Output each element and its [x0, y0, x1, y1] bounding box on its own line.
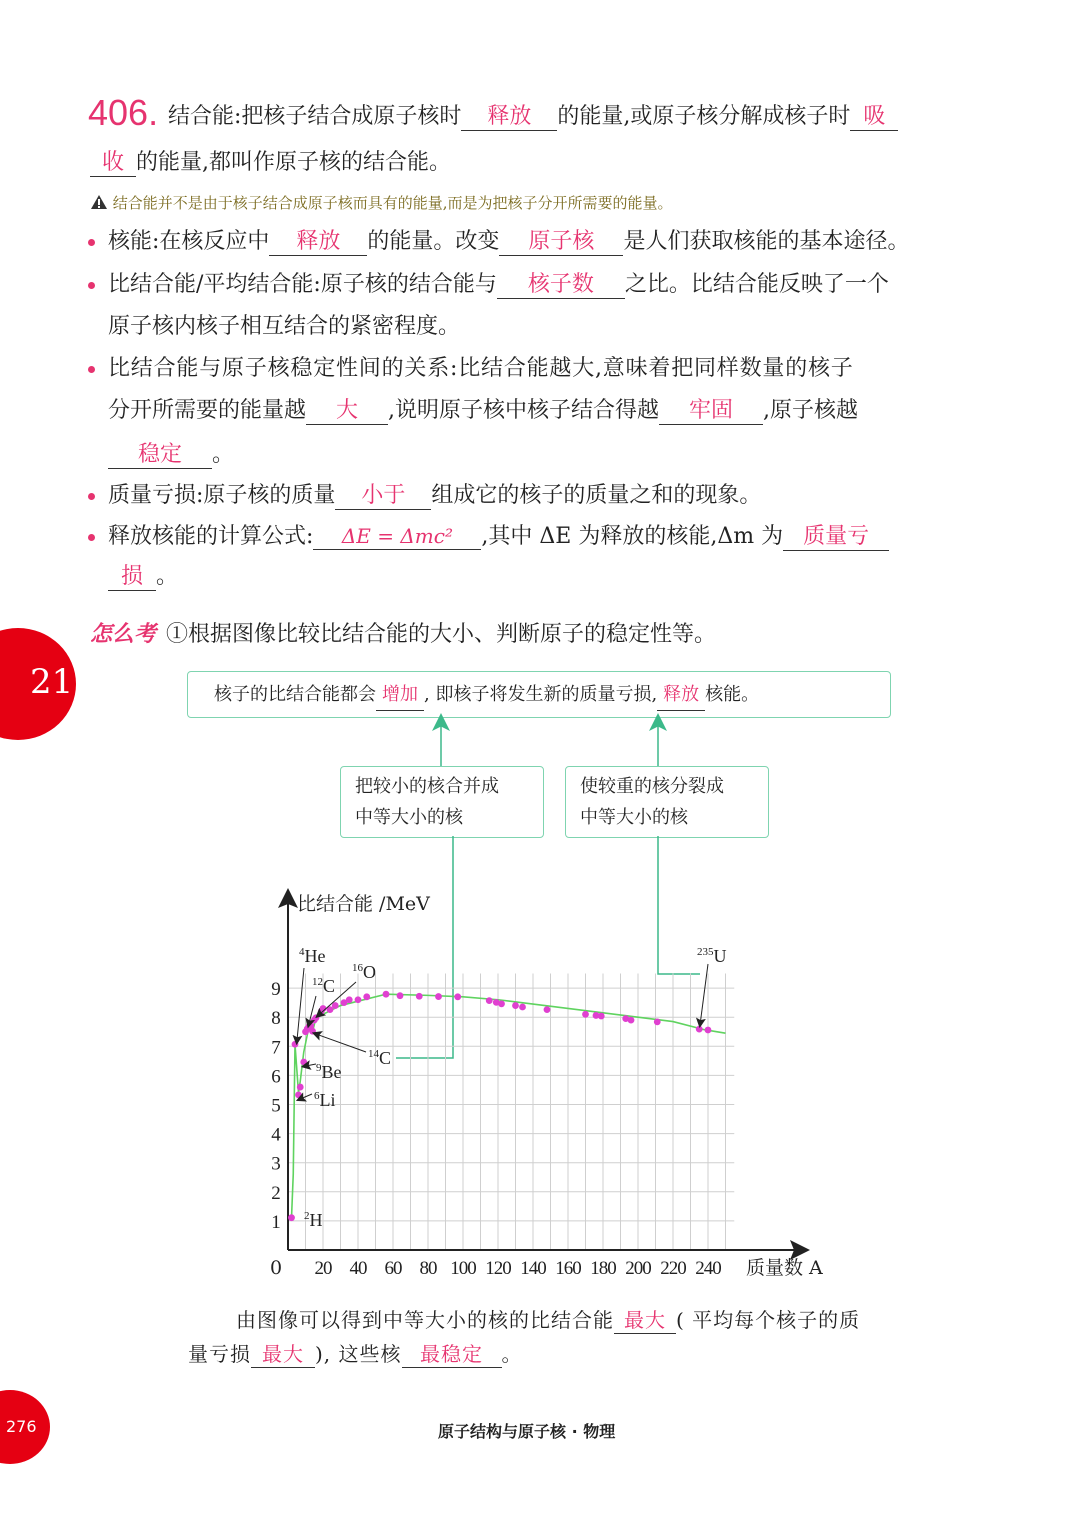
blank-increase: 增加: [376, 679, 424, 711]
x-tick-label: 20: [314, 1258, 332, 1279]
annotation-arrow: [700, 964, 708, 1023]
connector-fission: [658, 836, 700, 974]
blank-nucleon-number: 核子数: [497, 272, 625, 299]
fission-text-1: 使较重的核分裂成: [580, 776, 724, 797]
item-text-2: 的能量,或原子核分解成核子时: [557, 104, 851, 129]
x-tick-label: 180: [590, 1258, 616, 1279]
x-tick-label: 120: [485, 1258, 511, 1279]
blank-less-than: 小于: [335, 483, 431, 510]
nuclide-label: $^{16}$O: [352, 962, 376, 982]
conclusion-text-c: 量亏损: [188, 1342, 251, 1366]
data-point: [544, 1006, 551, 1013]
conclusion-text-d: ), 这些核: [315, 1342, 402, 1366]
data-point: [383, 991, 390, 998]
summary-text-a: 核子的比结合能都会: [214, 684, 376, 705]
page-number: 276: [6, 1417, 37, 1436]
nuclide-label: $^4$He: [299, 946, 326, 966]
x-tick-label: 220: [660, 1258, 686, 1279]
x-tick-label: 40: [349, 1258, 367, 1279]
data-point: [288, 1214, 295, 1221]
data-point: [363, 993, 370, 1000]
y-tick-label: 8: [271, 1008, 281, 1030]
fusion-text-2: 中等大小的核: [355, 807, 463, 828]
conclusion-line-2: [188, 1338, 523, 1368]
x-tick-label: 60: [384, 1258, 402, 1279]
data-point: [332, 1002, 339, 1009]
conclusion-line-1: [236, 1304, 860, 1334]
bullet-5-text-b: ,其中 ΔE 为释放的核能,Δm 为: [481, 524, 784, 549]
blank-nuclear-release: 释放: [269, 229, 367, 256]
data-point: [309, 1028, 316, 1035]
y-tick-label: 9: [271, 979, 281, 1001]
bullet-4-text-b: 组成它的核子的质量之和的现象。: [431, 483, 762, 508]
data-point: [582, 1011, 589, 1018]
x-tick-label: 80: [419, 1258, 437, 1279]
y-tick-label: 6: [271, 1066, 281, 1088]
data-point: [628, 1017, 635, 1024]
blank-release: 释放: [461, 104, 557, 131]
nuclide-label: $^2$H: [304, 1210, 323, 1230]
blank-stable: 稳定: [108, 442, 212, 469]
origin-label: 0: [270, 1257, 283, 1279]
nuclide-label: $^{235}$U: [697, 946, 727, 966]
data-point: [512, 1002, 519, 1009]
data-point: [397, 992, 404, 999]
blank-mass-defect-2: 损: [108, 564, 156, 591]
annotation-arrow: [306, 1064, 316, 1066]
data-point: [300, 1059, 307, 1066]
item-text-1: 结合能:把核子结合成原子核时: [168, 104, 462, 129]
data-point: [654, 1018, 661, 1025]
item-text-3: 的能量,都叫作原子核的结合能。: [136, 150, 451, 175]
bullet-3-text-c: ,说明原子核中核子结合得越: [388, 398, 660, 423]
bullet-2-cont: 原子核内核子相互结合的紧密程度。: [108, 314, 461, 339]
blank-formula: ΔE = Δmc²: [313, 523, 481, 550]
bullet-2-text-a: 比结合能/平均结合能:原子核的结合能与: [108, 272, 497, 297]
blank-mass-defect-1: 质量亏: [783, 524, 889, 551]
bullet-5-text-a: 释放核能的计算公式:: [108, 524, 314, 549]
nuclide-label: $^{14}$C: [368, 1048, 392, 1068]
data-point: [292, 1041, 299, 1048]
data-point: [346, 996, 353, 1003]
blank-absorb-2: 收: [90, 150, 136, 177]
bullet-2-text-b: 之比。比结合能反映了一个: [624, 272, 889, 297]
data-point: [435, 993, 442, 1000]
fusion-text-1: 把较小的核合并成: [355, 776, 499, 797]
bullet-1-text-a: 核能:在核反应中: [108, 229, 270, 254]
chapter-tab-number: 21: [30, 662, 74, 702]
data-point: [313, 1014, 320, 1021]
blank-absorb-1: 吸: [850, 104, 898, 131]
blank-release-energy: 释放: [657, 679, 705, 711]
bullet-3: 比结合能与原子核稳定性间的关系:比结合能越大,意味着把同样数量的核子: [108, 356, 854, 381]
item-number: 406.: [88, 92, 159, 133]
conclusion-text-e: 。: [501, 1342, 523, 1366]
blank-max-2: 最大: [251, 1338, 315, 1368]
bullet-3-end: 。: [212, 442, 235, 467]
y-tick-label: 1: [271, 1211, 281, 1233]
data-point: [355, 996, 362, 1003]
y-tick-label: 5: [271, 1095, 281, 1117]
x-tick-label: 160: [555, 1258, 581, 1279]
footer-title: 原子结构与原子核 · 物理: [438, 1422, 616, 1441]
blank-firm: 牢固: [659, 398, 763, 425]
x-tick-label: 100: [450, 1258, 476, 1279]
bullet-1-text-b: 的能量。改变: [367, 229, 500, 254]
bullet-3-text-b: 分开所需要的能量越: [108, 398, 307, 423]
x-axis-label: 质量数 A: [746, 1257, 823, 1279]
y-tick-label: 2: [271, 1182, 281, 1204]
data-point: [696, 1026, 703, 1033]
x-tick-label: 200: [625, 1258, 651, 1279]
blank-max-1: 最大: [614, 1304, 676, 1334]
binding-energy-curve: [292, 994, 726, 1218]
data-point: [454, 993, 461, 1000]
data-point: [705, 1027, 712, 1034]
bullet-3-text-d: ,原子核越: [763, 398, 859, 423]
y-tick-label: 4: [271, 1124, 281, 1146]
blank-nucleus: 原子核: [499, 229, 623, 256]
nuclide-label: $^9$Be: [316, 1062, 342, 1082]
data-point: [519, 1004, 526, 1011]
y-axis-label: 比结合能 /MeV: [297, 893, 430, 915]
bullet-5-end: 。: [156, 564, 179, 589]
fission-text-2: 中等大小的核: [580, 807, 688, 828]
bullet-1-text-c: 是人们获取核能的基本途径。: [623, 229, 910, 254]
exam-text: ①根据图像比较比结合能的大小、判断原子的稳定性等。: [166, 622, 717, 647]
y-tick-label: 3: [271, 1153, 281, 1175]
annotation-arrow: [317, 1034, 367, 1052]
bullet-4-text-a: 质量亏损:原子核的质量: [108, 483, 336, 508]
connector-fusion: [396, 836, 453, 1058]
blank-most-stable: 最稳定: [402, 1338, 502, 1368]
summary-text-c: 核能。: [705, 684, 760, 705]
warning-text: 结合能并不是由于核子结合成原子核而具有的能量,而是为把核子分开所需要的能量。: [112, 194, 673, 212]
blank-large: 大: [306, 398, 388, 425]
x-tick-label: 240: [695, 1258, 721, 1279]
data-point: [598, 1013, 605, 1020]
conclusion-text-b: ( 平均每个核子的质: [676, 1308, 861, 1332]
annotation-arrow: [301, 1094, 313, 1099]
x-tick-label: 140: [520, 1258, 546, 1279]
y-tick-label: 7: [271, 1037, 281, 1059]
summary-text-b: , 即核子将发生新的质量亏损,: [424, 684, 658, 705]
exam-label: 怎么考: [90, 621, 157, 647]
conclusion-text-a: 由图像可以得到中等大小的核的比结合能: [236, 1308, 614, 1332]
data-point: [295, 1091, 302, 1098]
nuclide-label: $^{12}$C: [312, 976, 336, 996]
data-point: [498, 1000, 505, 1007]
nuclide-label: $^6$Li: [314, 1090, 336, 1110]
data-point: [416, 993, 423, 1000]
annotation-arrow: [297, 968, 304, 1040]
data-point: [297, 1084, 304, 1091]
data-point: [486, 997, 493, 1004]
